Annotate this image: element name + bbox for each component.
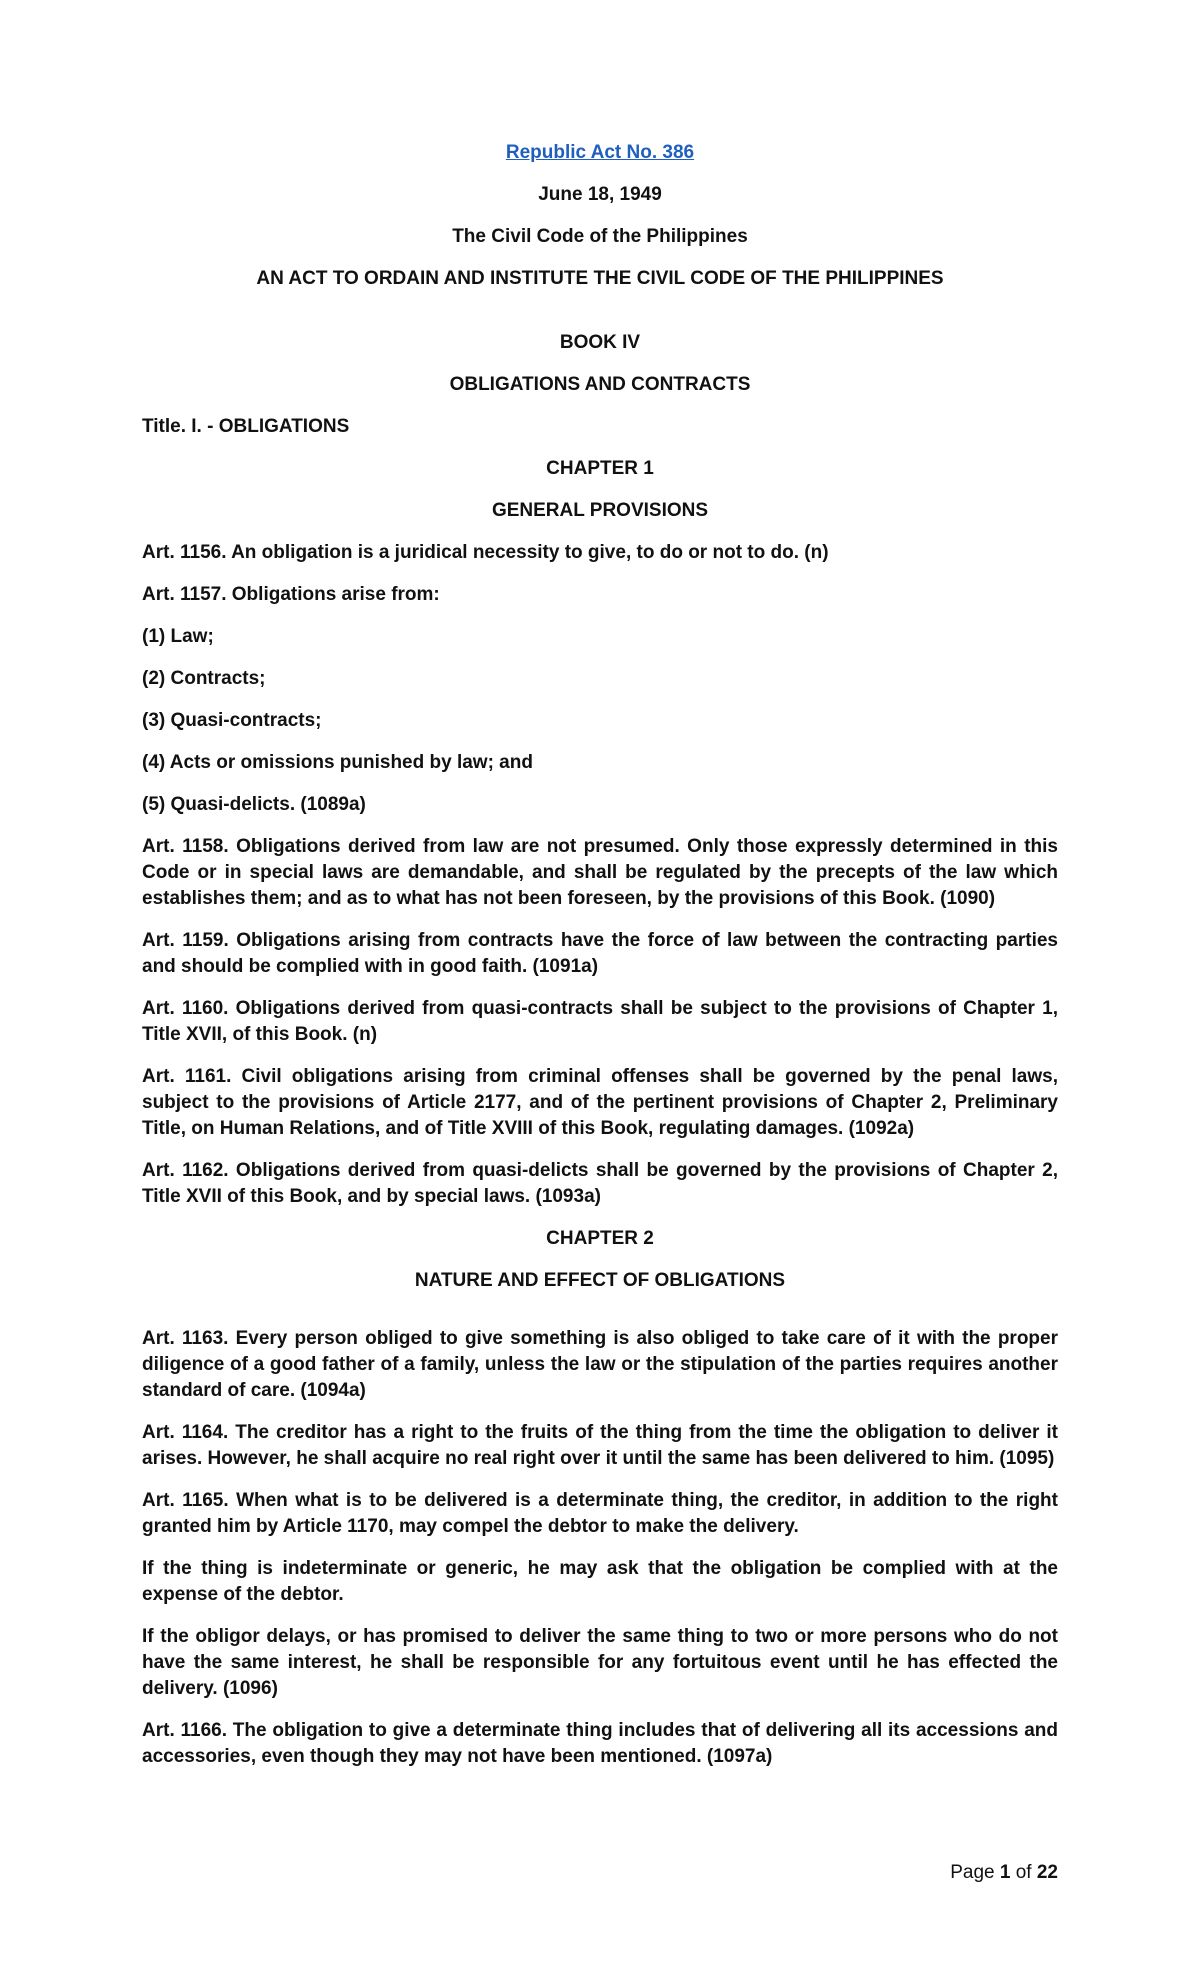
article-1158: Art. 1158. Obligations derived from law are not presumed. Only those expressly determined in this Code or in special laws are demandable, and shall be regulated by the precepts of the law which establishes them; and as to what has not been foreseen, by the provisions of this Book. (1090) — [142, 836, 1058, 909]
article-1159: Art. 1159. Obligations arising from contracts have the force of law between the contracting parties and should be complied with in good faith. (1091a) — [142, 930, 1058, 977]
code-title: The Civil Code of the Philippines — [452, 226, 748, 247]
list-item: (1) Law; — [142, 626, 214, 647]
act-title-block — [142, 140, 1058, 166]
chapter-1-label: CHAPTER 1 — [546, 458, 654, 479]
article-1163: Art. 1163. Every person obliged to give something is also obliged to take care of it with the proper diligence of a good father of a family, unless the law or the stipulation of the parties requires another standard of care. (1094a) — [142, 1328, 1058, 1401]
spacer — [142, 1310, 1058, 1326]
act-long-title: AN ACT TO ORDAIN AND INSTITUTE THE CIVIL CODE OF THE PHILIPPINES — [256, 268, 944, 289]
book-subject: OBLIGATIONS AND CONTRACTS — [449, 374, 751, 395]
article-1161: Art. 1161. Civil obligations arising from criminal offenses shall be governed by the penal laws, subject to the provisions of Article 2177, and of the pertinent provisions of Chapter 2, Preliminary Title, on Human Relations, and of Title XVIII of this Book, regulating damages. (1092a) — [142, 1066, 1058, 1139]
page-total: 22 — [1036, 1862, 1058, 1883]
article-1165-para-2: If the thing is indeterminate or generic, he may ask that the obligation be complied with at the expense of the debtor. — [142, 1558, 1058, 1605]
page-current: 1 — [999, 1862, 1011, 1883]
chapter-1-name: GENERAL PROVISIONS — [491, 500, 709, 521]
list-item: (3) Quasi-contracts; — [142, 710, 322, 731]
page-word: Page — [950, 1862, 995, 1883]
article-1157: Art. 1157. Obligations arise from: — [142, 584, 440, 605]
list-item: (5) Quasi-delicts. (1089a) — [142, 794, 366, 815]
article-1165: Art. 1165. When what is to be delivered is a determinate thing, the creditor, in addition to the right granted him by Article 1170, may compel the debtor to make the delivery. — [142, 1490, 1058, 1537]
article-1156: Art. 1156. An obligation is a juridical necessity to give, to do or not to do. (n) — [142, 542, 829, 563]
of-word: of — [1015, 1862, 1032, 1883]
republic-act-link[interactable]: Republic Act No. 386 — [505, 142, 695, 163]
list-item: (4) Acts or omissions punished by law; and — [142, 752, 533, 773]
spacer — [142, 308, 1058, 330]
list-item: (2) Contracts; — [142, 668, 266, 689]
chapter-2-label: CHAPTER 2 — [546, 1228, 654, 1249]
chapter-2-name: NATURE AND EFFECT OF OBLIGATIONS — [414, 1270, 786, 1291]
article-1165-para-3: If the obligor delays, or has promised to deliver the same thing to two or more persons who do not have the same interest, he shall be responsible for any fortuitous event until he has effected the delivery. (1096) — [142, 1626, 1058, 1699]
article-1160: Art. 1160. Obligations derived from quasi-contracts shall be subject to the provisions of Chapter 1, Title XVII, of this Book. (n) — [142, 998, 1058, 1045]
page-number — [950, 1860, 1058, 1886]
article-1166: Art. 1166. The obligation to give a determinate thing includes that of delivering all its accessions and accessories, even though they may not have been mentioned. (1097a) — [142, 1720, 1058, 1767]
article-1164: Art. 1164. The creditor has a right to the fruits of the thing from the time the obligation to deliver it arises. However, he shall acquire no real right over it until the same has been delivered to him. (1095) — [142, 1422, 1058, 1469]
act-date: June 18, 1949 — [538, 184, 662, 205]
article-1162: Art. 1162. Obligations derived from quasi-delicts shall be governed by the provisions of Chapter 2, Title XVII of this Book, and by special laws. (1093a) — [142, 1160, 1058, 1207]
title-heading: Title. I. - OBLIGATIONS — [142, 416, 350, 437]
book-label: BOOK IV — [559, 332, 641, 353]
